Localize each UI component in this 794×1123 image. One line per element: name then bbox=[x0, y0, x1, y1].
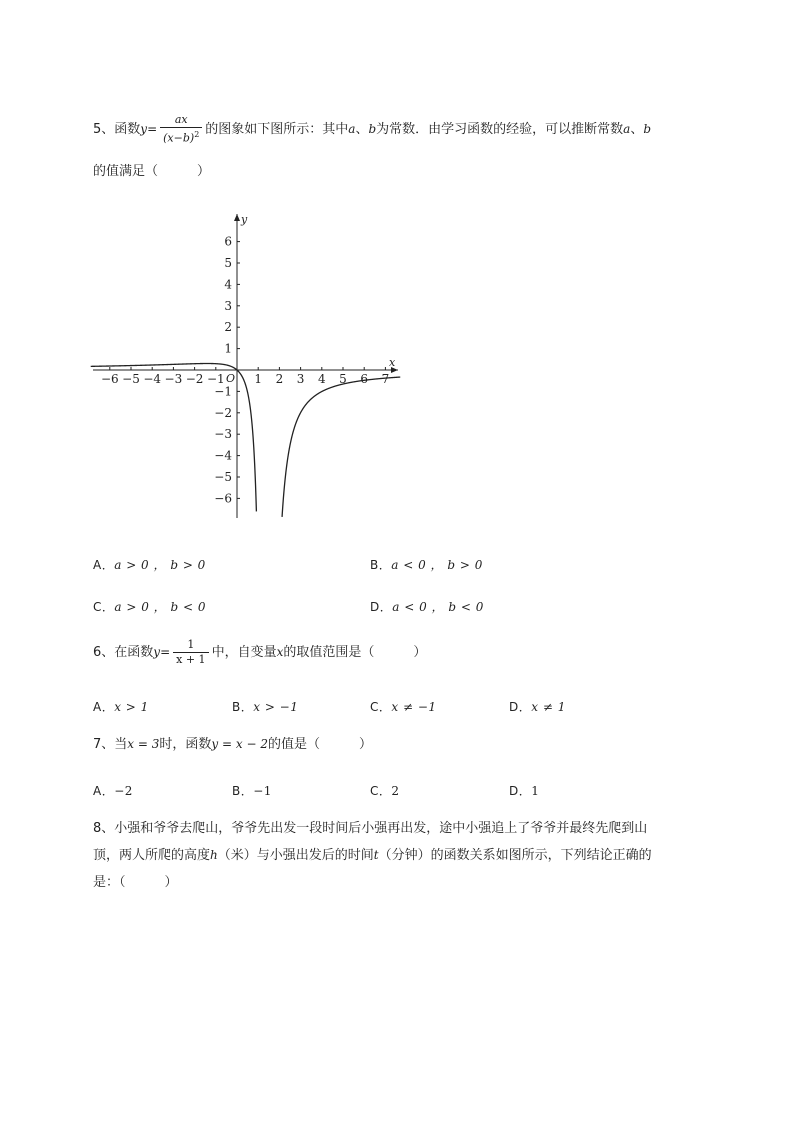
q6-option-b[interactable]: B．x > −1 bbox=[232, 700, 299, 714]
q7-option-d[interactable]: D．1 bbox=[509, 784, 540, 798]
q6-option-a[interactable]: A．x > 1 bbox=[93, 700, 149, 714]
q7-option-c[interactable]: C．2 bbox=[370, 784, 400, 798]
y-tick-label: −5 bbox=[214, 470, 232, 484]
x-tick-label: 1 bbox=[254, 372, 263, 386]
q8-stem-line1: 8、小强和爷爷去爬山，爷爷先出发一段时间后小强再出发，途中小强追上了爷爷并最终先爬到山 bbox=[93, 821, 648, 836]
x-tick-label: 7 bbox=[381, 372, 390, 386]
q5-option-d[interactable]: D．a < 0 ， b < 0 bbox=[370, 600, 484, 614]
q5-stem-line1: 5、函数y= $\frac{ax}{(x-b)^2}$ 的图象如下图所示：其中a、b为常数．由学习函数的经验，可以推断常数a、b bbox=[93, 113, 652, 145]
y-tick-label: 1 bbox=[224, 341, 232, 356]
x-tick-label: −3 bbox=[164, 372, 183, 386]
y-tick-label: 2 bbox=[224, 320, 232, 335]
origin-label: O bbox=[226, 372, 236, 385]
y-tick-label: 3 bbox=[224, 298, 232, 313]
x-tick-label: −1 bbox=[206, 372, 225, 386]
q7-option-b[interactable]: B．−1 bbox=[232, 784, 272, 798]
y-tick-label: 6 bbox=[224, 234, 232, 249]
x-tick-label: −6 bbox=[100, 372, 119, 386]
y-axis-label: y bbox=[241, 213, 248, 226]
x-tick-label: 5 bbox=[339, 372, 347, 386]
y-tick-label: −6 bbox=[214, 491, 232, 506]
y-tick-label: 5 bbox=[224, 256, 232, 270]
x-tick-label: 4 bbox=[317, 372, 326, 386]
x-tick-label: −4 bbox=[143, 372, 162, 386]
q6-stem: 6、在函数y= $\frac{1}{x + 1}$ 中，自变量x的取值范围是（ ） bbox=[93, 638, 427, 666]
curve-right-branch bbox=[282, 377, 400, 517]
y-tick-label: −2 bbox=[214, 405, 232, 420]
x-axis-label: x bbox=[389, 356, 396, 369]
q5-option-c[interactable]: C．a > 0 ， b < 0 bbox=[93, 600, 206, 614]
q6-option-d[interactable]: D．x ≠ 1 bbox=[509, 700, 566, 714]
q6-fraction: $\frac{1}{x + 1}$ bbox=[173, 638, 208, 667]
x-tick-label: −5 bbox=[122, 372, 140, 386]
q7-stem: 7、当x = 3时，函数y = x − 2的值是（ ） bbox=[93, 737, 372, 752]
x-tick-label: −2 bbox=[185, 372, 204, 386]
x-tick-label: 3 bbox=[296, 372, 305, 386]
x-tick-label: 6 bbox=[360, 372, 369, 386]
y-tick-label: −3 bbox=[214, 427, 232, 442]
q5-option-b[interactable]: B．a < 0 ， b > 0 bbox=[370, 558, 483, 572]
q5-option-a[interactable]: A．a > 0 ， b > 0 bbox=[93, 558, 206, 572]
q8-stem-line2: 顶，两人所爬的高度h（米）与小强出发后的时间t（分钟）的函数关系如图所示，下列结论正确的 bbox=[93, 848, 652, 863]
q5-fraction: $\frac{ax}{(x-b)^2}$ bbox=[160, 113, 202, 146]
q6-option-c[interactable]: C．x ≠ −1 bbox=[370, 700, 437, 714]
q7-option-a[interactable]: A．−2 bbox=[93, 784, 133, 798]
y-tick-label: −4 bbox=[214, 448, 232, 463]
y-axis-arrow bbox=[234, 214, 240, 221]
q8-stem-line3: 是：（ ） bbox=[93, 875, 178, 890]
y-tick-label: −1 bbox=[214, 384, 232, 399]
y-tick-label: 4 bbox=[224, 277, 232, 292]
q5-stem-line2: 的值满足（ ） bbox=[93, 164, 211, 179]
x-tick-label: 2 bbox=[275, 372, 284, 386]
function-graph bbox=[88, 208, 408, 528]
